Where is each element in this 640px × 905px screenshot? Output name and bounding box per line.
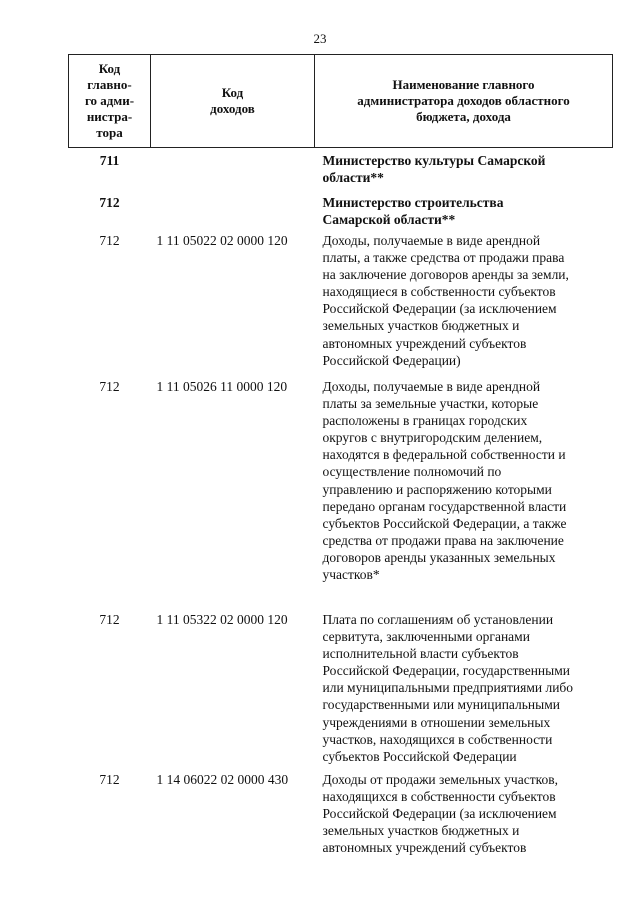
admin-code-cell: 712 <box>99 612 120 627</box>
admin-code-cell: 712 <box>99 233 120 248</box>
name-line: Доходы, получаемые в виде арендной <box>322 233 541 248</box>
name-line: автономных учреждений субъектов <box>322 335 527 351</box>
name-line: Министерство культуры Самарской <box>322 153 546 168</box>
header-line: доходов <box>210 101 255 116</box>
name-line: Самарской области** <box>322 212 456 228</box>
name-line: находящихся в собственности субъектов <box>322 789 556 805</box>
header-line: Код <box>98 61 121 76</box>
admin-code-cell: 711 <box>99 153 120 168</box>
table-header-row <box>69 55 613 148</box>
name-line: находятся в федеральной собственности и <box>322 447 566 463</box>
name-line: управлению и распоряжению которыми <box>322 481 552 497</box>
name-line: договоров аренды указанных земельных <box>322 549 556 565</box>
name-line: субъектов Российской Федерации <box>322 748 517 764</box>
admin-code-cell: 712 <box>99 195 120 210</box>
table-row <box>69 232 613 378</box>
name-line: платы за земельные участки, которые <box>322 396 539 412</box>
name-line: или муниципальными предприятиями либо <box>322 680 574 696</box>
header-line: тора <box>96 125 123 140</box>
income-code-cell: 1 11 05026 11 0000 120 <box>156 379 288 394</box>
header-line: бюджета, дохода <box>416 109 511 124</box>
name-line: Доходы, получаемые в виде арендной <box>322 379 541 394</box>
name-line: земельных участков бюджетных и <box>322 823 520 839</box>
admin-code-cell: 712 <box>99 379 120 394</box>
name-line: автономных учреждений субъектов <box>322 840 527 856</box>
name-cell <box>315 232 613 378</box>
table-row <box>69 771 613 881</box>
revenue-administrators-table <box>68 54 613 881</box>
name-line: сервитута, заключенными органами <box>322 629 530 645</box>
table-row <box>69 148 613 195</box>
revenue-table-container <box>68 54 612 881</box>
income-code-cell <box>151 194 315 232</box>
page-number: 23 <box>313 31 327 46</box>
income-code-cell: 1 11 05022 02 0000 120 <box>156 233 288 248</box>
header-name <box>315 55 613 148</box>
header-line: Наименование главного <box>392 77 535 92</box>
name-cell <box>315 378 613 611</box>
header-line: главно- <box>87 77 132 92</box>
header-admin-code <box>69 55 151 148</box>
name-line: средства от продажи права на заключение <box>322 532 564 548</box>
name-line: Российской Федерации (за исключением <box>322 301 557 317</box>
name-cell <box>315 148 613 195</box>
name-line: платы, а также средства от продажи права <box>322 250 565 266</box>
name-line: Российской Федерации, государственными <box>322 663 570 679</box>
header-income-code <box>151 55 315 148</box>
name-line: на заключение договоров аренды за земли, <box>322 267 569 283</box>
name-line: Плата по соглашениям об установлении <box>322 612 554 627</box>
name-line: осуществление полномочий по <box>322 464 502 480</box>
header-line: го адми- <box>84 93 135 108</box>
name-line: Российской Федерации (за исключением <box>322 806 557 822</box>
name-line: передано органам государственной власти <box>322 498 567 514</box>
table-row <box>69 611 613 771</box>
name-line: Российской Федерации) <box>322 352 461 368</box>
name-line: учреждениями в отношении земельных <box>322 714 551 730</box>
header-line: нистра- <box>86 109 133 124</box>
name-cell <box>315 194 613 232</box>
income-code-cell: 1 11 05322 02 0000 120 <box>156 612 288 627</box>
name-line: государственными или муниципальными <box>322 697 560 713</box>
name-line: участков* <box>322 567 380 583</box>
name-line: округов с внутригородским делением, <box>322 430 543 446</box>
name-line: исполнительной власти субъектов <box>322 646 519 662</box>
name-line: находящиеся в собственности субъектов <box>322 284 556 300</box>
name-line: земельных участков бюджетных и <box>322 318 520 334</box>
name-line: Доходы от продажи земельных участков, <box>322 772 558 787</box>
name-line: субъектов Российской Федерации, а также <box>322 515 567 531</box>
name-cell <box>315 771 613 881</box>
admin-code-cell: 712 <box>99 772 120 787</box>
income-code-cell: 1 14 06022 02 0000 430 <box>156 772 289 787</box>
name-line: расположены в границах городских <box>322 413 528 429</box>
name-line: области** <box>322 170 384 186</box>
name-cell <box>315 611 613 771</box>
name-line: Министерство строительства <box>322 195 504 210</box>
table-row <box>69 378 613 611</box>
table-row <box>69 194 613 232</box>
header-line: Код <box>221 85 244 100</box>
income-code-cell <box>151 148 315 195</box>
name-line: участков, находящихся в собственности <box>322 731 553 747</box>
header-line: администратора доходов областного <box>357 93 570 108</box>
